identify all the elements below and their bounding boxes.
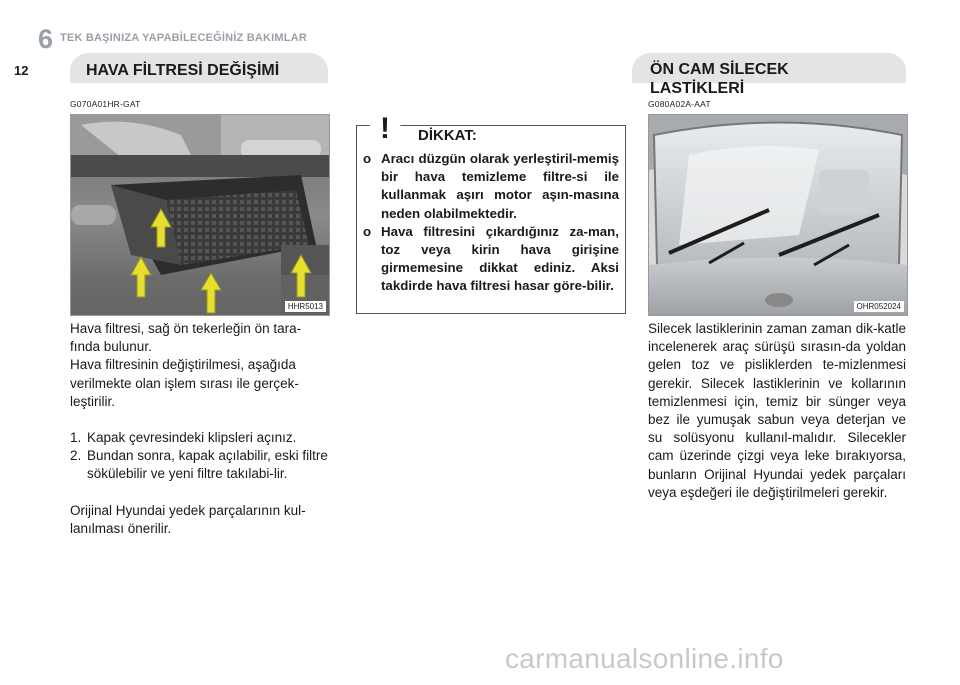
- caution-item: o Aracı düzgün olarak yerleştiril-memiş bir hava temizleme filtre-si ile kullanmak aşırı motor aşın-masına neden olabilmektedir.: [363, 151, 619, 221]
- caution-item: o Hava filtresini çıkardığınız za-man, toz veya kirin hava girişine girmemesine dikkat ediniz. Aksi takdirde hava filtresi hasar göre-bilir.: [363, 223, 619, 294]
- section-tab-air-filter: [70, 53, 328, 83]
- wiper-ref-code: G080A02A-AAT: [648, 99, 711, 109]
- air-filter-paragraph-3: Orijinal Hyundai yedek parçalarının kul-lanılması önerilir.: [70, 502, 306, 536]
- air-filter-photo-code: HHR5013: [285, 301, 326, 312]
- chapter-number: 6: [38, 24, 54, 54]
- wiper-paragraph: Silecek lastiklerinin zaman zaman dik-katle incelenerek araç sürüşü sırasın-da yoldan gelen toz ve pisliklerden te-mizlenmesi gerekir. Silecek lastiklerinin ve kollarının temizlenmesi için, temiz bir sünger veya bez ile yumuşak sabun veya deterjan ve su solüsyonu kullanıl-malıdır. Silecekler cam üzerinde çizgi veya leke bırakıyorsa, bunların Orijinal Hyundai yedek parçaları veya eşdeğeri ile değiştirilmeleri gerekir.: [648, 321, 906, 500]
- air-filter-photo: [70, 114, 330, 316]
- caution-title: DİKKAT:: [418, 127, 477, 144]
- section-tab-wiper: [632, 53, 906, 97]
- section-title-air-filter: HAVA FİLTRESİ DEĞİŞİMİ: [86, 62, 280, 79]
- windshield-photo: [648, 114, 908, 316]
- windshield-wiper-illustration: [649, 115, 907, 315]
- page-number: 12: [14, 63, 29, 78]
- caution-list: [363, 150, 619, 296]
- wiper-body: [648, 320, 906, 502]
- air-filter-ref-code: G070A01HR-GAT: [70, 99, 141, 109]
- air-filter-illustration: [71, 115, 329, 315]
- warning-triangle-icon: [357, 104, 413, 144]
- watermark: carmanualsonline.info: [505, 643, 784, 674]
- step-1: 1. Kapak çevresindeki klipsleri açınız.: [70, 430, 297, 446]
- windshield-photo-code: OHR052024: [854, 301, 904, 312]
- air-filter-paragraph-1: Hava filtresi, sağ ön tekerleğin ön tara-fında bulunur.: [70, 321, 302, 355]
- svg-text:!: !: [380, 112, 390, 144]
- air-filter-body: [70, 320, 328, 538]
- air-filter-paragraph-2: Hava filtresinin değiştirilmesi, aşağıda verilmekte olan işlem sırası ile gerçek-leştirilir.: [70, 357, 299, 409]
- step-2: 2. Bundan sonra, kapak açılabilir, eski filtre sökülebilir ve yeni filtre takılabi-lir.: [70, 448, 328, 482]
- chapter-title: TEK BAŞINIZA YAPABİLECEĞİNİZ BAKIMLAR: [60, 32, 307, 44]
- section-title-wiper: ÖN CAM SİLECEK LASTİKLERİ: [650, 61, 789, 97]
